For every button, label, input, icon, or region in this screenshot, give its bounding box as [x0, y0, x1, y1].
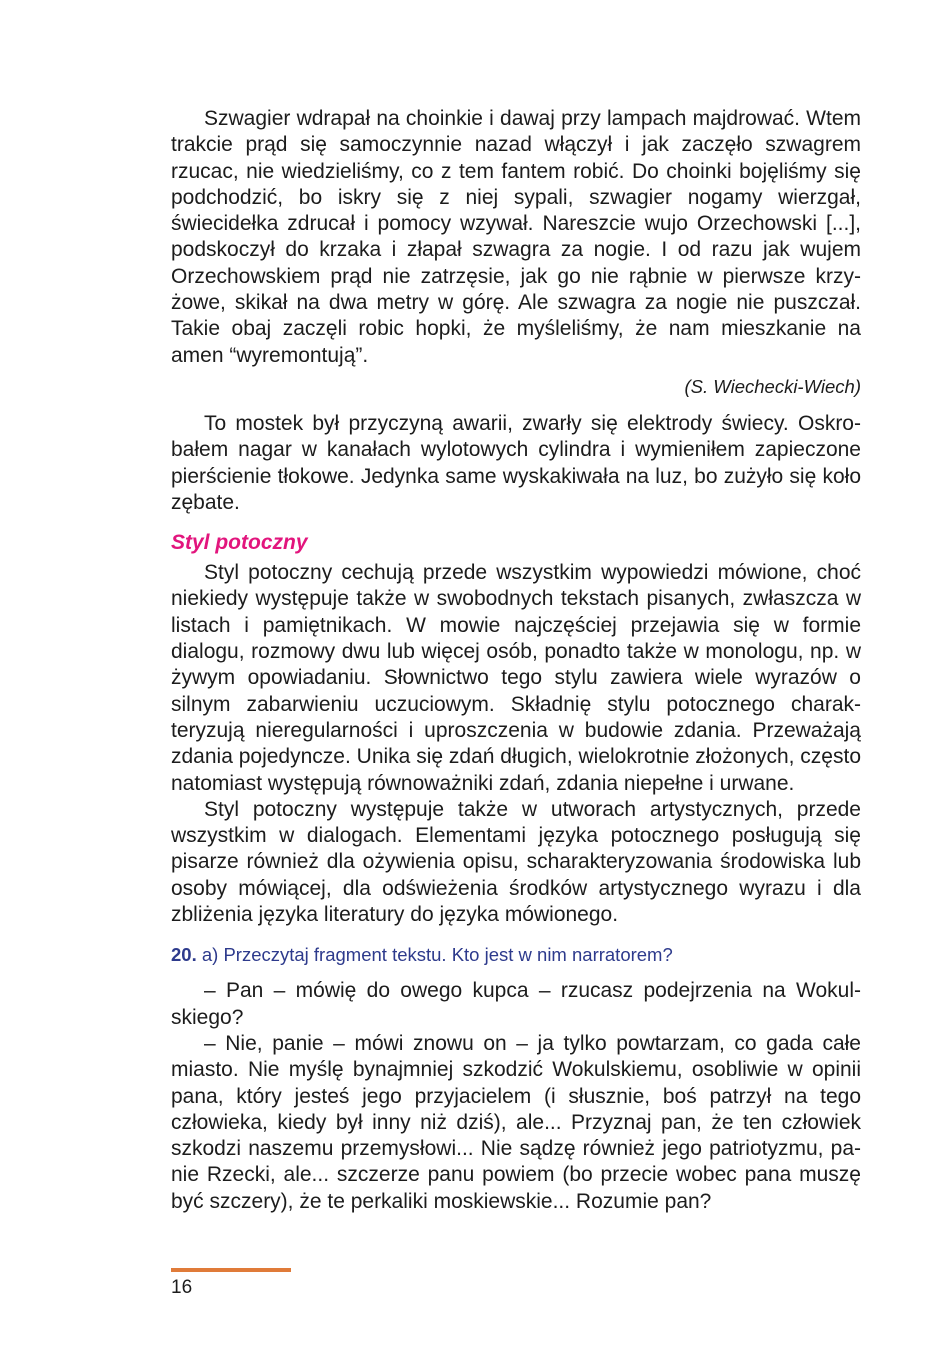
- footer-rule: [171, 1268, 291, 1272]
- section-heading: Styl potoczny: [171, 531, 308, 555]
- section-paragraph-2: Styl potoczny występuje także w utworach artystycznych, przede wszystkim w dialogach. Elementami języka potocznego posługują się pisarze również dla ożywienia opisu, scharakteryzowania środowiska lub osoby mówiącej, dla odświeżenia środków artystycznego wyrazu i dla zbliżenia języka literatury do języka mówionego.: [171, 797, 861, 927]
- quote-paragraph: Szwagier wdrapał na choinkie i dawaj przy lampach majdrować. Wtem trakcie prąd się samoczynnie nazad włączył i jak zaczęło szwagrem rzucac, nie wiedzieliśmy, co z tem fantem robić. Do choinki bojęliśmy się podchodzić, bo iskry się z niej sypali, szwagier nogamy wierzgał, świecidełka zdrucał i pomocy wzywał. Nareszcie wujo Orzechowski [...], podskoczył do krzaka i złapał szwagra za nogie. I od razu jak wujem Orzechowskiem prąd nie zatrzęsie, jak go nie rąbnie w pierwsze krzyżowe, skikał na dwa metry w górę. Ale szwagra za nogie nie puszczał. Takie obaj zaczęli robic hopki, że myśleliśmy, że nam mieszkanie na amen “wyremontują”.: [171, 107, 861, 367]
- dialogue-line-1: – Pan – mówię do owego kupca – rzucasz podejrzenia na Wokulskiego?: [171, 979, 861, 1029]
- dialogue-line-2: – Nie, panie – mówi znowu on – ja tylko powtarzam, co gada całe miasto. Nie myślę bynajmniej szkodzić Wokulskiemu, osobliwie w opinii pana, który jesteś jego przyjacielem (i słusznie, boś patrzył na tego człowieka, kiedy był inny niż dziś), ale... Przyznaj pan, że ten człowiek szkodzi naszemu przemysłowi... Nie sądzę również jego patriotyzmu, panie Rzecki, ale... szczerze panu powiem (bo przecie wobec pana muszę być szczery), że te perkaliki moskiewskie... Rozumie pan?: [171, 1031, 861, 1213]
- technical-paragraph: To mostek był przyczyną awarii, zwarły się elektrody świecy. Oskrobałem nagar w kanałach wylotowych cylindra i wymieniłem zapieczone pierścienie tłokowe. Jedynka same wyskakiwała na luz, bo zużyło się koło zębate.: [171, 411, 861, 514]
- exercise-number: 20.: [171, 944, 197, 966]
- page-content: [171, 106, 861, 1215]
- page-number: 16: [171, 1277, 193, 1298]
- section-paragraph-1: Styl potoczny cechują przede wszystkim wypowiedzi mówione, choć niekiedy występuje także w swobodnych tekstach pisanych, zwłaszcza w listach i pamiętnikach. W mowie najczęściej przejawia się w formie dialogu, rozmowy dwu lub więcej osób, ponadto także w monologu, np. w żywym opowiadaniu. Słownictwo tego stylu zawiera wiele wyrazów o silnym zabarwieniu uczuciowym. Składnię stylu potocznego charakteryzują nieregularności i uproszczenia w budowie zdania. Przeważają zdania pojedyncze. Unika się zdań długich, wielokrotnie złożonych, często natomiast występują równoważniki zdań, zdania niepełne i urwane.: [171, 561, 861, 795]
- exercise-20: [171, 942, 861, 968]
- quote-attribution: (S. Wiechecki-Wiech): [684, 375, 861, 397]
- exercise-instruction: a) Przeczytaj fragment tekstu. Kto jest w nim narratorem?: [201, 944, 673, 966]
